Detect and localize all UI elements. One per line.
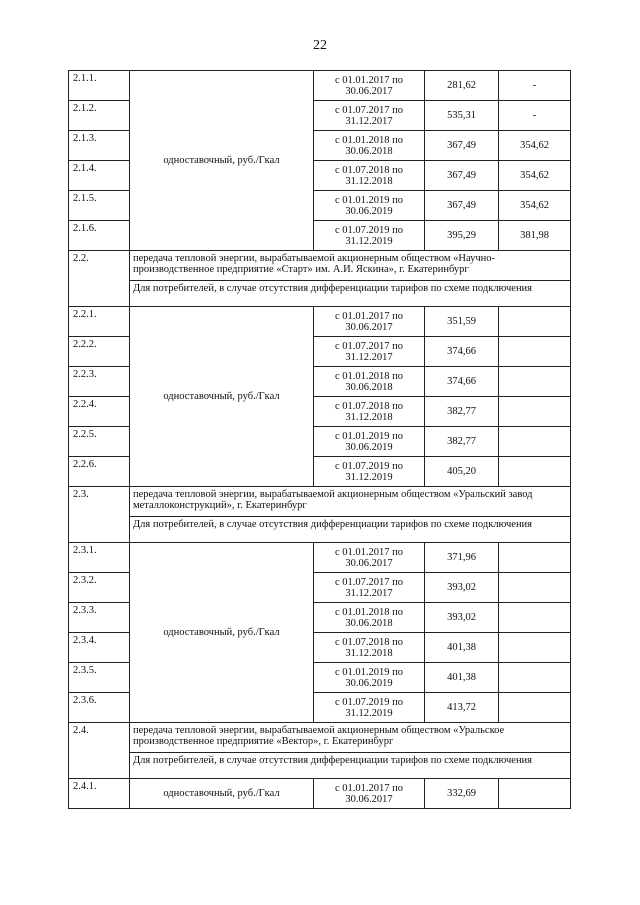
row-number: 2.1.1. xyxy=(69,71,130,101)
tariff-value: 374,66 xyxy=(425,367,499,397)
section-note: Для потребителей, в случае отсутствия дифференциации тарифов по схеме подключения xyxy=(130,753,571,779)
period: с 01.01.2017 по 30.06.2017 xyxy=(314,779,425,809)
row-number: 2.3.4. xyxy=(69,633,130,663)
tariff-value-2: - xyxy=(499,71,571,101)
section-note: Для потребителей, в случае отсутствия дифференциации тарифов по схеме подключения xyxy=(130,281,571,307)
row-number: 2.3.3. xyxy=(69,603,130,633)
period: с 01.01.2017 по 30.06.2017 xyxy=(314,71,425,101)
period: с 01.07.2019 по 31.12.2019 xyxy=(314,221,425,251)
section-note-row xyxy=(69,517,571,543)
tariff-value-2: 381,98 xyxy=(499,221,571,251)
tariff-value: 382,77 xyxy=(425,427,499,457)
row-number: 2.1.3. xyxy=(69,131,130,161)
row-number: 2.1.2. xyxy=(69,101,130,131)
section-number: 2.3. xyxy=(69,487,130,543)
table-row xyxy=(69,71,571,101)
row-number: 2.3.6. xyxy=(69,693,130,723)
page-number: 22 xyxy=(313,38,327,53)
section-note-row xyxy=(69,753,571,779)
tariff-value: 332,69 xyxy=(425,779,499,809)
tariff-value-2: 354,62 xyxy=(499,131,571,161)
tariff-value: 393,02 xyxy=(425,573,499,603)
period: с 01.01.2017 по 30.06.2017 xyxy=(314,307,425,337)
tariff-value: 382,77 xyxy=(425,397,499,427)
tariff-value: 351,59 xyxy=(425,307,499,337)
section-header-row xyxy=(69,723,571,753)
tariff-value-2 xyxy=(499,603,571,633)
tariff-value-2 xyxy=(499,663,571,693)
period: с 01.01.2018 по 30.06.2018 xyxy=(314,367,425,397)
tariff-value: 374,66 xyxy=(425,337,499,367)
tariff-value: 367,49 xyxy=(425,191,499,221)
tariff-value: 401,38 xyxy=(425,633,499,663)
section-title: передача тепловой энергии, вырабатываемой акционерным обществом «Уральский завод металлоконструкций», г. Екатеринбург xyxy=(130,487,571,517)
row-number: 2.4.1. xyxy=(69,779,130,809)
period: с 01.07.2019 по 31.12.2019 xyxy=(314,693,425,723)
tariff-value-2 xyxy=(499,367,571,397)
table-row xyxy=(69,543,571,573)
section-title: передача тепловой энергии, вырабатываемой акционерным обществом «Научно-производственное предприятие «Старт» им. А.И. Яскина», г. Екатеринбург xyxy=(130,251,571,281)
row-number: 2.2.3. xyxy=(69,367,130,397)
tariff-value: 405,20 xyxy=(425,457,499,487)
period: с 01.07.2019 по 31.12.2019 xyxy=(314,457,425,487)
table-row xyxy=(69,307,571,337)
period: с 01.07.2018 по 31.12.2018 xyxy=(314,161,425,191)
period: с 01.01.2019 по 30.06.2019 xyxy=(314,427,425,457)
tariff-value-2 xyxy=(499,427,571,457)
section-note-row xyxy=(69,281,571,307)
tariff-value: 393,02 xyxy=(425,603,499,633)
tariff-value: 413,72 xyxy=(425,693,499,723)
period: с 01.07.2018 по 31.12.2018 xyxy=(314,633,425,663)
tariff-value-2 xyxy=(499,337,571,367)
row-number: 2.2.6. xyxy=(69,457,130,487)
row-number: 2.1.6. xyxy=(69,221,130,251)
rate-type: одноставочный, руб./Гкал xyxy=(130,543,314,723)
rate-type: одноставочный, руб./Гкал xyxy=(130,71,314,251)
section-header-row xyxy=(69,487,571,517)
rate-type: одноставочный, руб./Гкал xyxy=(130,779,314,809)
tariff-value: 401,38 xyxy=(425,663,499,693)
row-number: 2.3.2. xyxy=(69,573,130,603)
section-header-row xyxy=(69,251,571,281)
tariff-value-2 xyxy=(499,633,571,663)
tariff-table xyxy=(68,70,571,809)
tariff-value: 395,29 xyxy=(425,221,499,251)
row-number: 2.3.1. xyxy=(69,543,130,573)
period: с 01.01.2019 по 30.06.2019 xyxy=(314,191,425,221)
tariff-value-2 xyxy=(499,779,571,809)
tariff-value-2 xyxy=(499,397,571,427)
tariff-value-2 xyxy=(499,573,571,603)
table-row xyxy=(69,779,571,809)
row-number: 2.2.2. xyxy=(69,337,130,367)
section-number: 2.4. xyxy=(69,723,130,779)
tariff-value: 281,62 xyxy=(425,71,499,101)
section-note: Для потребителей, в случае отсутствия дифференциации тарифов по схеме подключения xyxy=(130,517,571,543)
section-title: передача тепловой энергии, вырабатываемой акционерным обществом «Уральское производственное предприятие «Вектор», г. Екатеринбург xyxy=(130,723,571,753)
row-number: 2.1.5. xyxy=(69,191,130,221)
tariff-value-2: 354,62 xyxy=(499,161,571,191)
period: с 01.01.2018 по 30.06.2018 xyxy=(314,131,425,161)
period: с 01.07.2017 по 31.12.2017 xyxy=(314,573,425,603)
tariff-value-2 xyxy=(499,693,571,723)
row-number: 2.2.4. xyxy=(69,397,130,427)
tariff-value: 535,31 xyxy=(425,101,499,131)
tariff-value-2 xyxy=(499,307,571,337)
tariff-value: 367,49 xyxy=(425,131,499,161)
row-number: 2.2.1. xyxy=(69,307,130,337)
tariff-value-2: 354,62 xyxy=(499,191,571,221)
tariff-value-2 xyxy=(499,457,571,487)
tariff-value: 371,96 xyxy=(425,543,499,573)
period: с 01.07.2017 по 31.12.2017 xyxy=(314,337,425,367)
rate-type: одноставочный, руб./Гкал xyxy=(130,307,314,487)
row-number: 2.2.5. xyxy=(69,427,130,457)
section-number: 2.2. xyxy=(69,251,130,307)
period: с 01.01.2018 по 30.06.2018 xyxy=(314,603,425,633)
period: с 01.07.2018 по 31.12.2018 xyxy=(314,397,425,427)
row-number: 2.3.5. xyxy=(69,663,130,693)
period: с 01.01.2019 по 30.06.2019 xyxy=(314,663,425,693)
tariff-value: 367,49 xyxy=(425,161,499,191)
period: с 01.07.2017 по 31.12.2017 xyxy=(314,101,425,131)
period: с 01.01.2017 по 30.06.2017 xyxy=(314,543,425,573)
tariff-value-2 xyxy=(499,543,571,573)
row-number: 2.1.4. xyxy=(69,161,130,191)
tariff-value-2: - xyxy=(499,101,571,131)
